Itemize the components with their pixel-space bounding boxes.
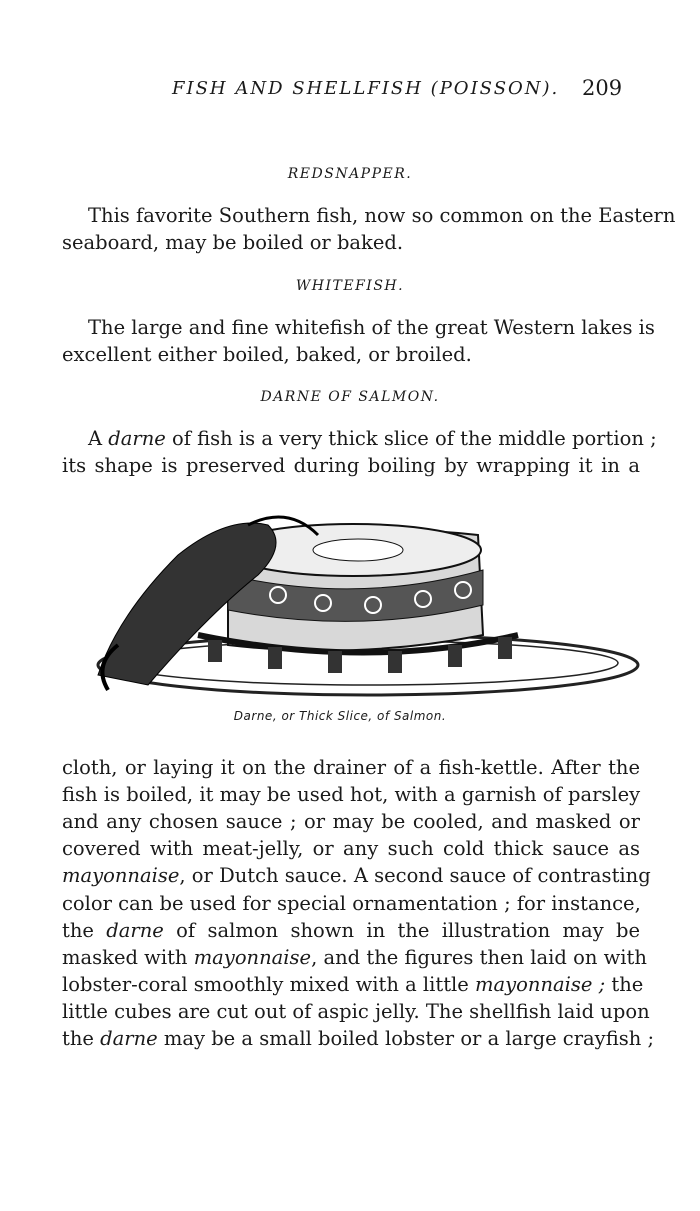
text-line [62, 890, 640, 917]
text-run: the [605, 972, 644, 996]
text-run: lobster-coral smoothly mixed with a little [62, 972, 476, 996]
text-line [88, 202, 676, 229]
text-run: the [62, 918, 107, 942]
text-run: of salmon shown in the illustration may be [163, 918, 641, 942]
text-run: , and the figures then laid on with [311, 945, 647, 969]
text-run: excellent either boiled, baked, or broiled. [62, 343, 472, 366]
text-run: cloth, or laying it on the drainer of a fish-kettle. After the [62, 756, 640, 779]
section-heading: DARNE OF SALMON. [260, 389, 440, 405]
italic-term: mayonnaise [62, 864, 180, 888]
section-heading: REDSNAPPER. [287, 166, 413, 182]
text-line [62, 917, 640, 944]
text-line [62, 835, 640, 862]
text-line [62, 452, 640, 479]
italic-term: darne [108, 427, 166, 450]
text-run: , or Dutch sauce. A second sauce of contrasting [179, 864, 651, 888]
text-run: and any chosen sauce ; or may be cooled, and masked or [62, 810, 640, 834]
salmon-darne-illustration [88, 495, 648, 707]
text-run: masked with [62, 945, 194, 969]
text-run: A [88, 427, 109, 450]
text-line [62, 998, 650, 1025]
figure-caption: Darne, or Thick Slice, of Salmon. [233, 709, 447, 723]
text-line [88, 314, 655, 341]
text-run: fish is boiled, it may be used hot, with a garnish of parsley [62, 783, 641, 807]
chapter-title: FISH AND SHELLFISH (POISSON). [172, 78, 560, 99]
text-run: little cubes are cut out of aspic jelly. The shellfish laid upon [62, 999, 650, 1023]
text-line [62, 229, 640, 256]
italic-term: darne [106, 918, 164, 942]
text-line [62, 754, 640, 781]
italic-term: mayonnaise ; [475, 972, 606, 996]
text-line [62, 341, 640, 368]
text-run: seaboard, may be boiled or baked. [62, 231, 404, 254]
italic-term: darne [100, 1027, 158, 1050]
section-heading: WHITEFISH. [295, 278, 405, 294]
text-line [62, 862, 651, 889]
text-line [62, 1025, 655, 1052]
italic-term: mayonnaise [193, 945, 312, 969]
text-run: covered with meat-jelly, or any such cold thick sauce as [62, 837, 640, 861]
text-run: This favorite Southern fish, now so common on the Eastern [88, 204, 676, 227]
text-run: color can be used for special ornamentation ; for instance, [62, 891, 641, 915]
text-line [62, 781, 640, 808]
text-run: may be a small boiled lobster or a large crayfish ; [157, 1027, 655, 1050]
text-line [62, 944, 647, 971]
text-run: the [62, 1027, 101, 1050]
text-line [88, 425, 657, 452]
page-number: 209 [582, 76, 623, 100]
text-run: its shape is preserved during boiling by wrapping it in a [62, 454, 640, 477]
text-run: The large and fine whitefish of the great Western lakes is [88, 316, 655, 339]
text-line [62, 971, 644, 998]
text-line [62, 808, 640, 835]
text-run: of fish is a very thick slice of the middle portion ; [165, 427, 657, 450]
